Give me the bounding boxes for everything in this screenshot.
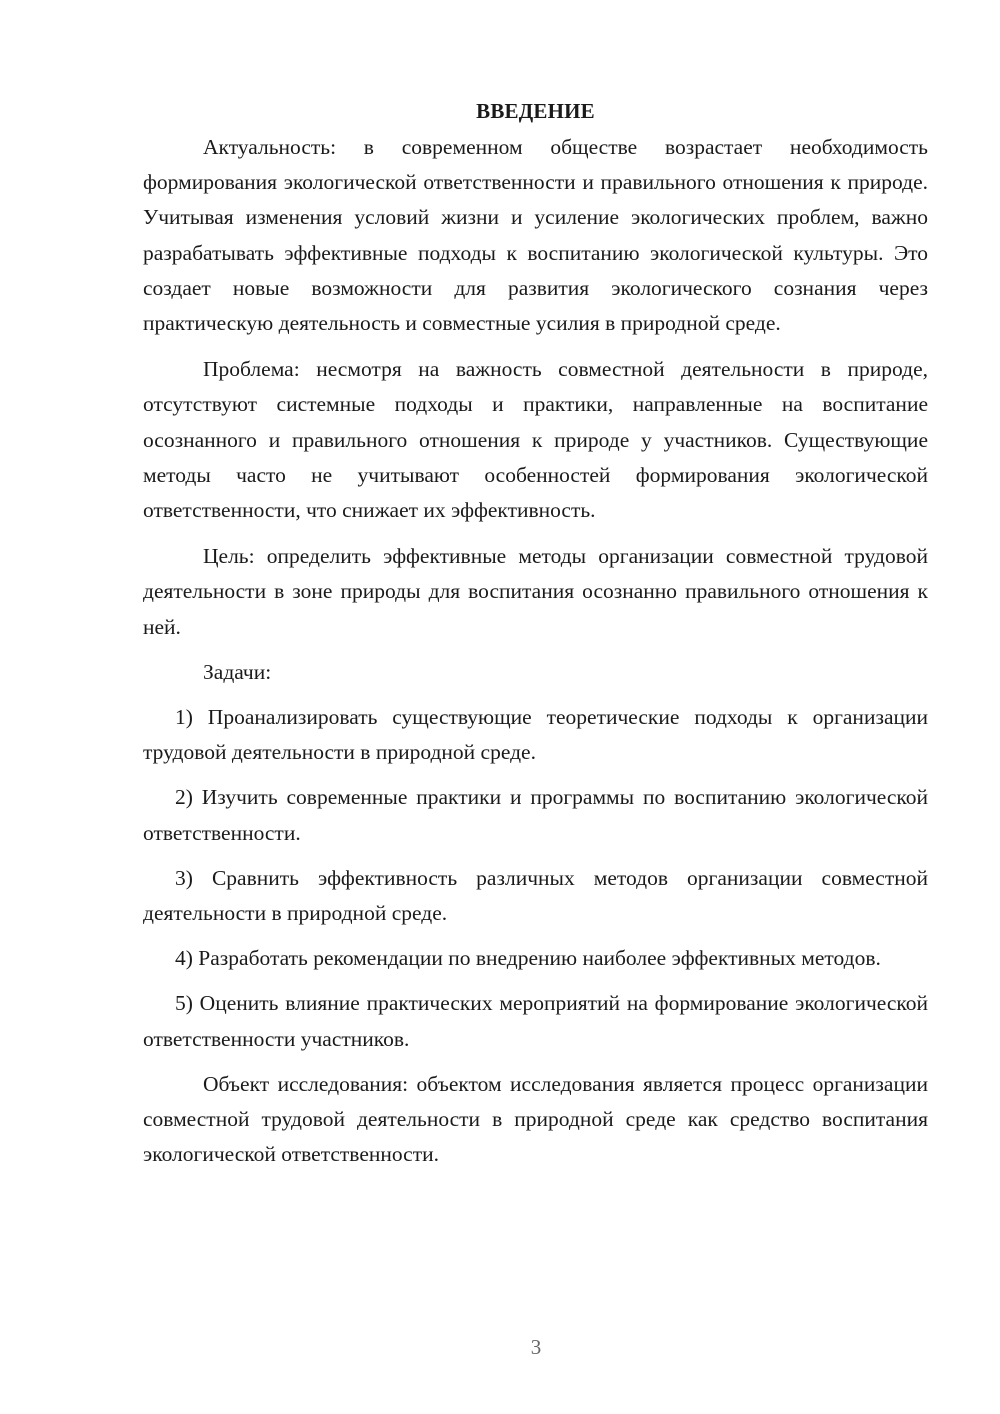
problem-paragraph: Проблема: несмотря на важность совместной деятельности в природе, отсутствуют системные подходы и практики, направленные на воспитание осознанного и правильного отношения к природе у участников. Существующие методы часто не учитывают особенностей формирования экологической ответственности, что снижает их эффективность. bbox=[143, 357, 928, 523]
list-item: 2) Изучить современные практики и программы по воспитанию экологической ответственности. bbox=[143, 785, 928, 845]
tasks-label: Задачи: bbox=[203, 659, 272, 684]
relevance-paragraph: Актуальность: в современном обществе возрастает необходимость формирования экологической ответственности и правильного отношения к природе. Учитывая изменения условий жизни и усиление экологических проблем, важно разрабатывать эффективные подходы к воспитанию экологической культуры. Это создает новые возможности для развития экологического сознания через практическую деятельность и совместные усилия в природной среде. bbox=[143, 135, 928, 336]
tasks-list bbox=[143, 700, 928, 1057]
research-object-paragraph: Объект исследования: объектом исследования является процесс организации совместной трудовой деятельности в природной среде как средство воспитания экологической ответственности. bbox=[143, 1071, 928, 1167]
list-item: 1) Проанализировать существующие теоретические подходы к организации трудовой деятельности в природной среде. bbox=[143, 705, 928, 765]
list-item: 3) Сравнить эффективность различных методов организации совместной деятельности в природной среде. bbox=[143, 865, 928, 926]
page-number: 3 bbox=[530, 1335, 542, 1359]
page-body bbox=[143, 94, 928, 1172]
goal-paragraph: Цель: определить эффективные методы организации совместной трудовой деятельности в зоне природы для воспитания осознанно правильного отношения к ней. bbox=[143, 544, 928, 639]
list-item: 4) Разработать рекомендации по внедрению наиболее эффективных методов. bbox=[175, 946, 881, 971]
section-heading: ВВЕДЕНИЕ bbox=[476, 99, 595, 123]
list-item: 5) Оценить влияние практических мероприятий на формирование экологической ответственности участников. bbox=[143, 991, 928, 1051]
